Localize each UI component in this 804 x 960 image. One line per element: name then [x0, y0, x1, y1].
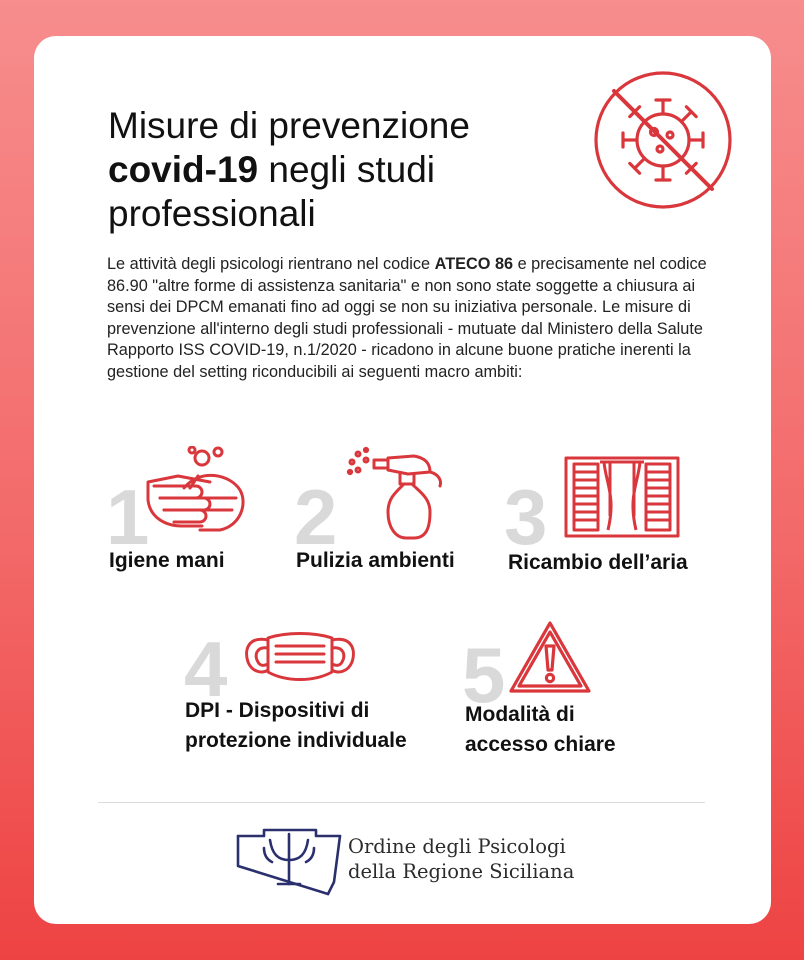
window-curtains-icon: [564, 456, 680, 538]
warning-icon: [508, 620, 592, 694]
info-card: [34, 36, 771, 924]
measure-number: 3: [504, 473, 548, 561]
measure-label: Igiene mani: [109, 549, 225, 572]
measure-label: Ricambio dell’aria: [508, 551, 688, 574]
intro-paragraph: Le attività degli psicologi rientrano nel codice ATECO 86 e precisamente nel codice 86.90 "altre forme di assistenza sanitaria" e non sono state soggette a chiusura ai sensi dei DPCM emanati fino ad oggi se non su iniziativa personale. Le misure di prevenzione all'interno degli studi professionali - mutuate dal Ministero della Salute Rapporto ISS COVID-19, n.1/2020 - ricadono in alcune buone pratiche inerenti la gestione del setting riconducibili ai seguenti macro ambiti:: [107, 255, 707, 381]
psi-logo: [234, 826, 344, 898]
measure-number: 4: [184, 625, 228, 713]
page-title: Misure di prevenzione covid-19 negli studi professionali: [108, 105, 470, 234]
face-mask-icon: [242, 630, 358, 686]
measure-number: 1: [106, 473, 150, 561]
measure-number: 5: [462, 631, 506, 719]
no-virus-icon: [592, 69, 734, 211]
measure-label: Pulizia ambienti: [296, 549, 455, 572]
footer-divider: [98, 802, 705, 803]
measure-item-1: [106, 446, 276, 586]
measure-item-2: [294, 446, 494, 586]
measure-label: Modalità di accesso chiare: [465, 703, 616, 756]
measure-number: 2: [294, 473, 338, 561]
measure-item-4: [184, 626, 464, 776]
measure-item-5: [462, 620, 682, 770]
organization-name: Ordine degli Psicologi della Regione Siciliana: [348, 835, 575, 883]
hand-washing-icon: [140, 446, 250, 536]
measure-item-3: [504, 456, 734, 596]
measure-label: DPI - Dispositivi di protezione individuale: [185, 699, 407, 752]
spray-bottle-icon: [344, 446, 454, 542]
